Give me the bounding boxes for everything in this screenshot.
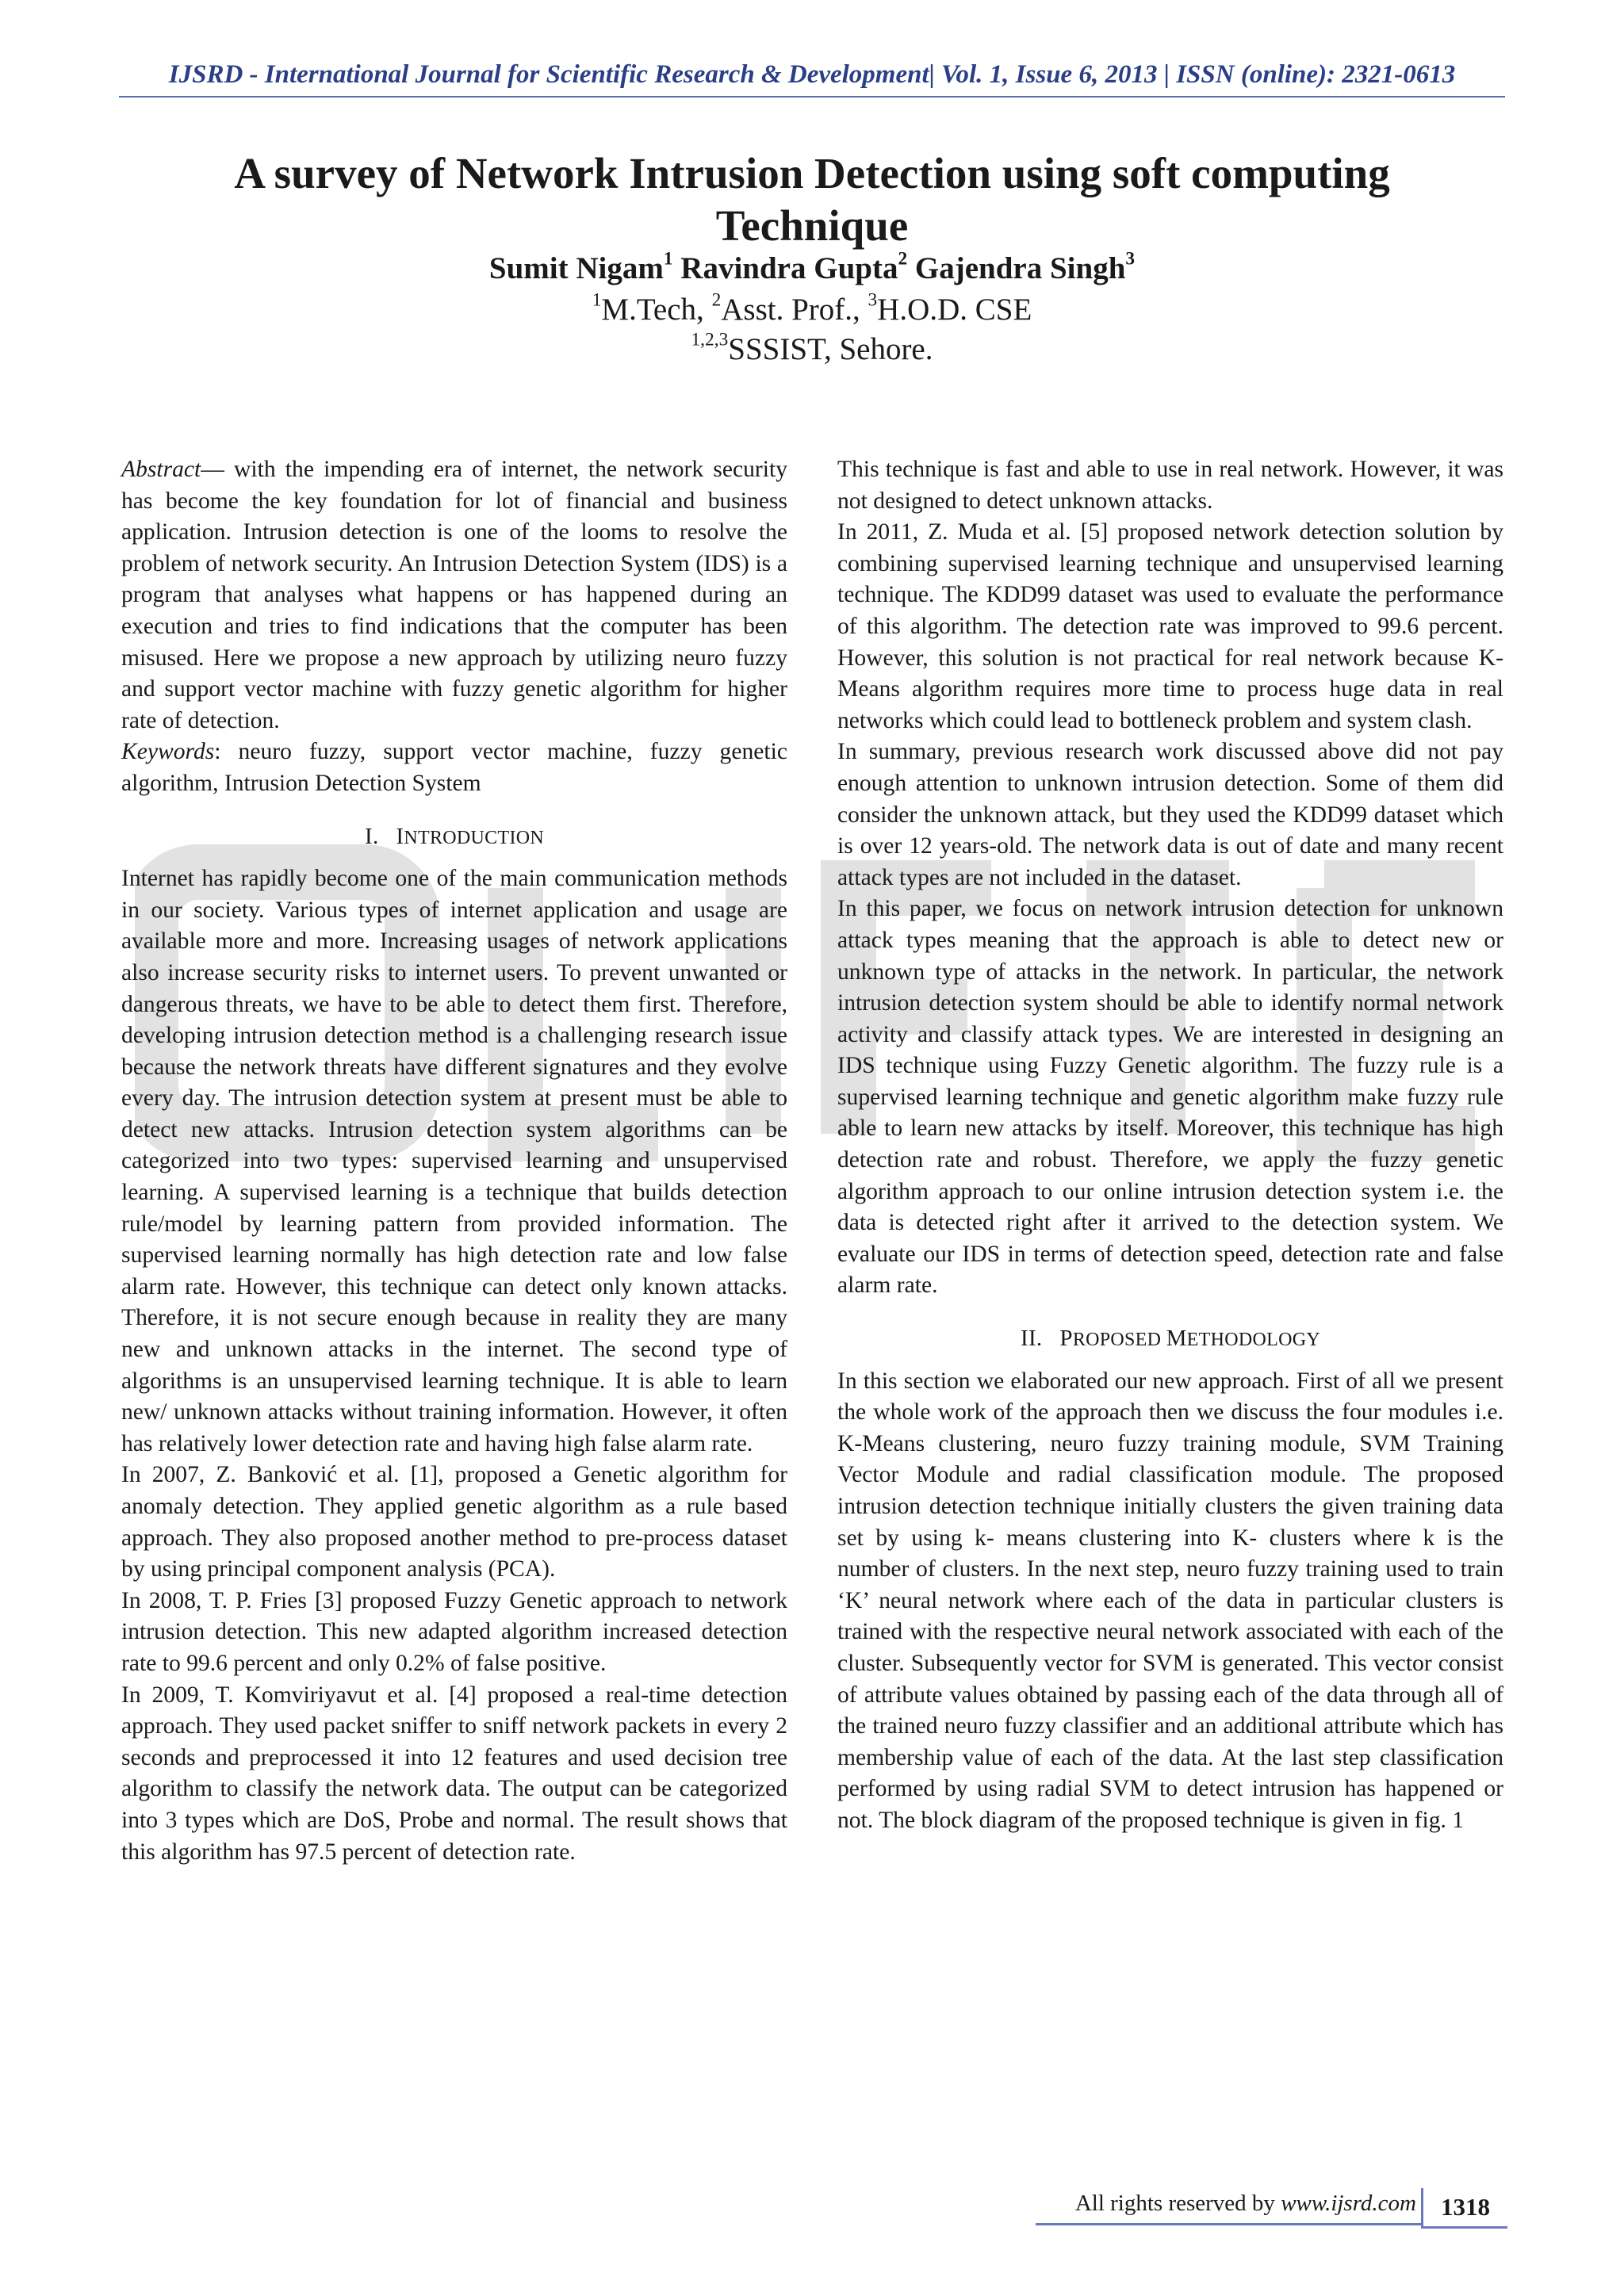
title-line-2: Technique (715, 201, 909, 250)
section-heading-methodology: II. PROPOSED METHODOLOGY (1021, 1326, 1320, 1352)
abstract-paragraph (121, 454, 787, 737)
body-paragraph: In this paper, we focus on network intrusion detection for unknown attack types meaning that the approach is able to detect new or unknown type of attacks in the network. In particular, the network intrusion detection system should be able to identify normal network activity and classify attack types. We are interested in designing an IDS technique using Fuzzy Genetic algorithm. The fuzzy rule is a supervised learning technique and genetic algorithm make fuzzy rule able to learn new attacks by itself. Moreover, this technique has high detection rate and robust. Therefore, we apply the fuzzy genetic algorithm approach to our online intrusion detection system i.e. the data is detected right after it arrived to the detection system. We evaluate our IDS in terms of detection speed, detection rate and false alarm rate. (837, 896, 1503, 1299)
keywords-text: : neuro fuzzy, support vector machine, fuzzy genetic algorithm, Intrusion Detection System (121, 739, 787, 796)
body-paragraph: This technique is fast and able to use in real network. However, it was not designed to detect unknown attacks. (837, 457, 1503, 514)
footer-website-link[interactable]: www.ijsrd.com (1281, 2191, 1416, 2216)
author-sup: 3 (1125, 248, 1136, 270)
footer-rights-text: All rights reserved by (1074, 2191, 1281, 2216)
header-rule (119, 96, 1505, 98)
section-heading-introduction: I. INTRODUCTION (364, 823, 544, 849)
abstract-label: Abstract (121, 457, 201, 482)
designation-text: Asst. Prof., (721, 293, 868, 327)
designation-text: H.O.D. CSE (877, 293, 1032, 327)
author-name: Sumit Nigam (488, 251, 664, 285)
institution (159, 331, 1465, 367)
author-sup: 2 (898, 248, 908, 270)
body-paragraph: In summary, previous research work discussed above did not pay enough attention to unknown intrusion detection. Some of them did consider the unknown attack, but they used the KDD99 dataset which is over 12 years-old. The network data is out of date and many recent attack types are not included in the dataset. (837, 739, 1503, 890)
institution-name: SSSIST, Sehore. (728, 332, 933, 366)
author-sup: 1 (663, 248, 673, 270)
institution-sup: 1,2,3 (691, 329, 729, 350)
body-paragraph: Internet has rapidly become one of the main communication methods in our society. Various types of internet application and usage are available more and more. Increasing usages of network applications also increase security risks to internet users. To prevent unwanted or dangerous threats, we have to be able to detect them first. Therefore, developing intrusion detection method is a challenging research issue because the network threats have different signatures and they evolve every day. The intrusion detection system at present must be able to detect new attacks. Intrusion detection system algorithms can be categorized into two types: supervised learning and unsupervised learning. A supervised learning is a technique that builds detection rule/model by learning pattern from provided information. The supervised learning normally has high detection rate and low false alarm rate. However, this technique can detect only known attacks. Therefore, it is not secure enough because in reality they are many new and unknown attacks in the internet. The second type of algorithms is an unsupervised learning technique. It is able to learn new/ unknown attacks without training information. However, it often has relatively lower detection rate and having high false alarm rate. (121, 866, 787, 1456)
author-designations (159, 289, 1465, 327)
body-paragraph: In 2008, T. P. Fries [3] proposed Fuzzy Genetic approach to network intrusion detection. This new adapted algorithm increased detection rate to 99.6 percent and only 0.2% of false positive. (121, 1587, 787, 1676)
paper-title (159, 147, 1465, 252)
keywords-paragraph (121, 737, 787, 799)
footer-copyright (1036, 2191, 1416, 2217)
left-column (121, 454, 787, 1868)
title-line-1: A survey of Network Intrusion Detection using soft computing (234, 149, 1390, 197)
body-paragraph: In this section we elaborated our new approach. First of all we present the whole work of the approach then we discuss the four modules i.e. K-Means clustering, neuro fuzzy training module, SVM Training Vector Module and radial classification module. The proposed intrusion detection technique initially clusters the given training data set by using k- means clustering into K- clusters where k is the number of clusters. In the next step, neuro fuzzy training used to train ‘K’ neural network where each of the data in particular clusters is trained with the respective neural network associated with each of the cluster. Subsequently vector for SVM is generated. This vector consist of attribute values obtained by passing each of the data through all of the trained neuro fuzzy classifier and an additional attribute which has membership value of each of the data. At the last step classification performed by using radial SVM to detect intrusion has happened or not. The block diagram of the proposed technique is given in fig. 1 (837, 1368, 1503, 1833)
body-paragraph: In 2007, Z. Banković et al. [1], proposed a Genetic algorithm for anomaly detection. They applied genetic algorithm as a rule based approach. They also proposed another method to pre-process dataset by using principal component analysis (PCA). (121, 1462, 787, 1582)
author-list (159, 248, 1465, 286)
designation-sup: 3 (868, 289, 878, 311)
author-name: Gajendra Singh (914, 251, 1126, 285)
keywords-label: Keywords (121, 739, 215, 765)
running-header: IJSRD - International Journal for Scientific Research & Development| Vol. 1, Issue 6, 2013 | ISSN (online): 2321-0613 (168, 60, 1456, 89)
right-column (837, 454, 1503, 1837)
designation-text: M.Tech, (601, 293, 712, 327)
designation-sup: 2 (711, 289, 722, 311)
designation-sup: 1 (592, 289, 602, 311)
author-name: Ravindra Gupta (680, 251, 898, 285)
body-paragraph: In 2009, T. Komviriyavut et al. [4] proposed a real-time detection approach. They used packet sniffer to sniff network packets in every 2 seconds and preprocessed it into 12 features and used decision tree algorithm to classify the network data. The output can be categorized into 3 types which are DoS, Probe and normal. The result shows that this algorithm has 97.5 percent of detection rate. (121, 1682, 787, 1865)
footer-rule (1036, 2223, 1421, 2225)
body-paragraph: In 2011, Z. Muda et al. [5] proposed network detection solution by combining supervised learning technique and unsupervised learning technique. The KDD99 dataset was used to evaluate the performance of this algorithm. The detection rate was improved to 99.6 percent. However, this solution is not practical for real network because K-Means algorithm requires more time to process huge data in real networks which could lead to bottleneck problem and system clash. (837, 519, 1503, 733)
abstract-text: — with the impending era of internet, the network security has become the key foundation for lot of financial and business application. Intrusion detection is one of the looms to resolve the problem of network security. An Intrusion Detection System (IDS) is a program that analyses what happens or has happened during an execution and tries to find indications that the computer has been misused. Here we propose a new approach by utilizing neuro fuzzy and support vector machine with fuzzy genetic algorithm for higher rate of detection. (121, 457, 787, 733)
page-number: 1318 (1421, 2188, 1507, 2229)
